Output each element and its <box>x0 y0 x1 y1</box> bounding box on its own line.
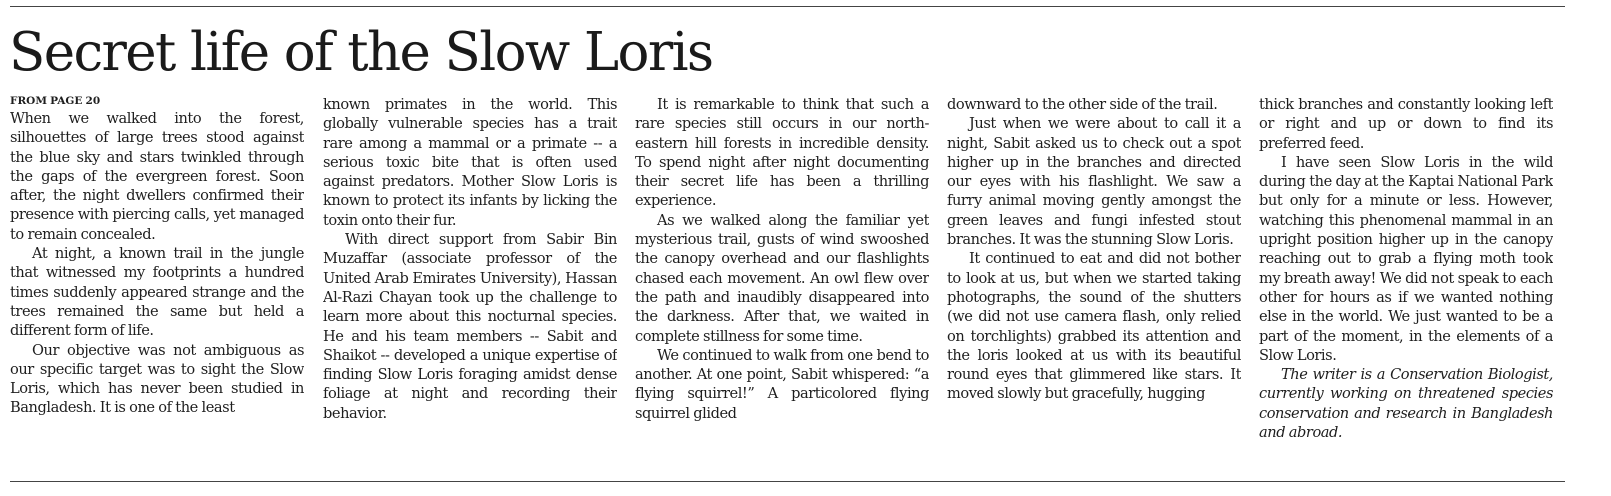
headline: Secret life of the Slow Loris <box>9 22 713 83</box>
column-4 <box>947 95 1241 467</box>
column-2 <box>323 95 617 467</box>
paragraph: With direct support from Sabir Bin Muzaffar (associate professor of the United Arab Emirates University), Hassan Al-Razi Chayan took up the challenge to learn more about this nocturnal species. He and his team members -- Sabit and Shaikot -- developed a unique expertise of finding Slow Loris foraging amidst dense foliage at night and recording their behavior. <box>323 231 617 422</box>
column-5 <box>1259 95 1553 467</box>
paragraph: I have seen Slow Loris in the wild during the day at the Kaptai National Park but only for a minute or less. However, watching this phenomenal mammal in an upright position higher up in the canopy reaching out to grab a flying moth took my breath away! We did not speak to each other for hours as if we wanted nothing else in the world. We just wanted to be a part of the moment, in the elements of a Slow Loris. <box>1259 153 1553 364</box>
paragraph: As we walked along the familiar yet mysterious trail, gusts of wind swooshed the canopy overhead and our flashlights chased each movement. An owl flew over the path and inaudibly disappeared into the darkness. After that, we waited in complete stillness for some time. <box>635 211 929 345</box>
paragraph: Just when we were about to call it a night, Sabit asked us to check out a spot higher up in the branches and directed our eyes with his flashlight. We saw a furry animal moving gently amongst the green leaves and fungi infested stout branches. It was the stunning Slow Loris. <box>947 115 1241 249</box>
paragraph: When we walked into the forest, silhouettes of large trees stood against the blue sky and stars twinkled through the gaps of the evergreen forest. Soon after, the night dwellers confirmed their presence with piercing calls, yet managed to remain concealed. <box>10 110 304 243</box>
jump-line: FROM PAGE 20 <box>10 95 101 107</box>
byline: The writer is a Conservation Biologist, currently working on threatened species conservation and research in Bangladesh and abroad. <box>1259 366 1553 442</box>
paragraph: We continued to walk from one bend to another. At one point, Sabit whispered: “a flying squirrel!” A particolored flying squirrel glided <box>635 346 929 422</box>
column-1 <box>10 95 304 467</box>
paragraph: downward to the other side of the trail. <box>947 96 1218 113</box>
column-3 <box>635 95 929 467</box>
bottom-rule <box>10 481 1565 482</box>
paragraph: At night, a known trail in the jungle that witnessed my footprints a hundred times suddenly appeared strange and the trees remained the same but held a different form of life. <box>10 245 304 340</box>
top-rule <box>10 6 1565 7</box>
paragraph: It is remarkable to think that such a rare species still occurs in our north-eastern hill forests in incredible density. To spend night after night documenting their secret life has been a thrilling experience. <box>635 96 929 210</box>
paragraph: known primates in the world. This globally vulnerable species has a trait rare among a mammal or a primate -- a serious toxic bite that is often used against predators. Mother Slow Loris is known to protect its infants by licking the toxin onto their fur. <box>323 96 617 229</box>
paragraph: thick branches and constantly looking left or right and up or down to find its preferred feed. <box>1259 96 1553 152</box>
paragraph: It continued to eat and did not bother to look at us, but when we started taking photographs, the sound of the shutters (we did not use camera flash, only relied on torchlights) grabbed its attention and the loris looked at us with its beautiful round eyes that glimmered like stars. It moved slowly but gracefully, hugging <box>947 250 1241 403</box>
paragraph: Our objective was not ambiguous as our specific target was to sight the Slow Loris, which has never been studied in Bangladesh. It is one of the least <box>10 341 304 417</box>
